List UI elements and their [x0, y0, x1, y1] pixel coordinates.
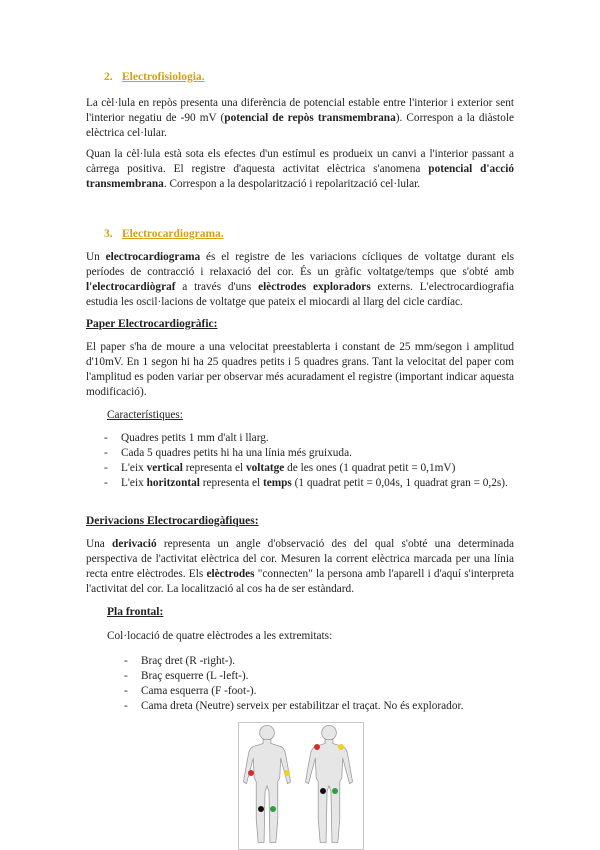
features-label: Característiques: [107, 409, 183, 421]
electrode-red-dot [248, 770, 254, 776]
list-item: - L'eix vertical representa el voltatge de les ones (1 quadrat petit = 0,1mV) [104, 462, 456, 474]
electrode-red-dot [314, 744, 320, 750]
electrode-green-dot [270, 806, 276, 812]
section-number: 2. [104, 71, 113, 83]
features-list [104, 431, 516, 491]
list-item: - Cama dreta (Neutre) serveix per estabilitzar el traçat. No és explorador. [124, 700, 464, 712]
paragraph-resting-potential: La cèl·lula en repòs presenta una diferència de potencial estable entre l'interior i exterior sent l'interior negatiu de -90 mV (potencial de repòs transmembrana). Correspon a la diàstole elèctrica cel·lular. [86, 97, 514, 139]
body-silhouettes-illustration [239, 723, 363, 849]
section-title: Electrocardiograma. [122, 228, 224, 240]
section-heading-electrocardiograma [104, 228, 224, 240]
paragraph-ecg-definition: Un electrocardiograma és el registre de les variacions cícliques de voltatge durant els períodes de contracció i relaxació del cor. És un gràfic voltatge/temps que s'obté amb l'electrocardiògraf a través d'uns elèctrodes exploradors externs. L'electrocardiografia estudia les oscil·lacions de voltatge que pateix el miocardi al llarg del cicle cardíac. [86, 251, 514, 308]
subheading-frontal-plane: Pla frontal: [107, 606, 164, 618]
electrode-yellow-dot [284, 770, 290, 776]
electrode-black-dot [258, 806, 264, 812]
electrode-green-dot [332, 788, 338, 794]
electrode-placement-figure [238, 722, 364, 850]
paragraph-paper: El paper s'ha de moure a una velocitat preestablerta i constant de 25 mm/segon i amplitud d'10mV. En 1 segon hi ha 25 quadres petits i 5 quadres grans. Tant la velocitat del paper com l'amplitud es poden variar per observar més acuradament el registre (important indicar aquesta modificació). [86, 341, 514, 398]
subheading-derivations: Derivacions Electrocardiogàfiques: [86, 515, 259, 527]
paragraph-action-potential: Quan la cèl·lula està sota els efectes d'un estímul es produeix un canvi a l'interior passant a càrrega positiva. El registre d'aquesta activitat elèctrica s'anomena potencial d'acció transmembrana. Correspon a la despolarització i repolarització cel·lular. [86, 148, 515, 190]
list-item: - Cama esquerra (F -foot-). [124, 685, 257, 697]
section-number: 3. [104, 228, 113, 240]
electrode-yellow-dot [338, 744, 344, 750]
list-item: - L'eix horitzontal representa el temps (1 quadrat petit = 0,04s, 1 quadrat gran = 0,2s). [104, 477, 508, 489]
list-item: - Braç esquerre (L -left-). [124, 670, 249, 682]
subheading-paper: Paper Electrocardiogràfic: [86, 318, 218, 330]
paragraph-derivations: Una derivació representa un angle d'observació des del qual s'obté una determinada perspectiva de l'activitat elèctrica del cor. Mesuren la corrent elèctrica marcada per una línia recta entre elèctrodes. Els elèctrodes "connecten" la persona amb l'aparell i d'aquí s'interpreta l'activitat del cor. La localització al cos ha de ser estàndard. [86, 538, 514, 595]
section-title: Electrofisiologia. [122, 71, 205, 83]
frontal-intro: Col·locació de quatre elèctrodes a les extremitats: [107, 630, 333, 642]
section-heading-electrofisiologia [104, 71, 205, 83]
list-item: - Braç dret (R -right-). [124, 655, 236, 667]
list-item: - Cada 5 quadres petits hi ha una línia més gruixuda. [104, 447, 352, 459]
front-body-silhouette [243, 725, 290, 842]
second-body-silhouette [305, 725, 352, 842]
electrode-list [124, 654, 516, 714]
list-item: - Quadres petits 1 mm d'alt i llarg. [104, 432, 269, 444]
electrode-black-dot [320, 788, 326, 794]
